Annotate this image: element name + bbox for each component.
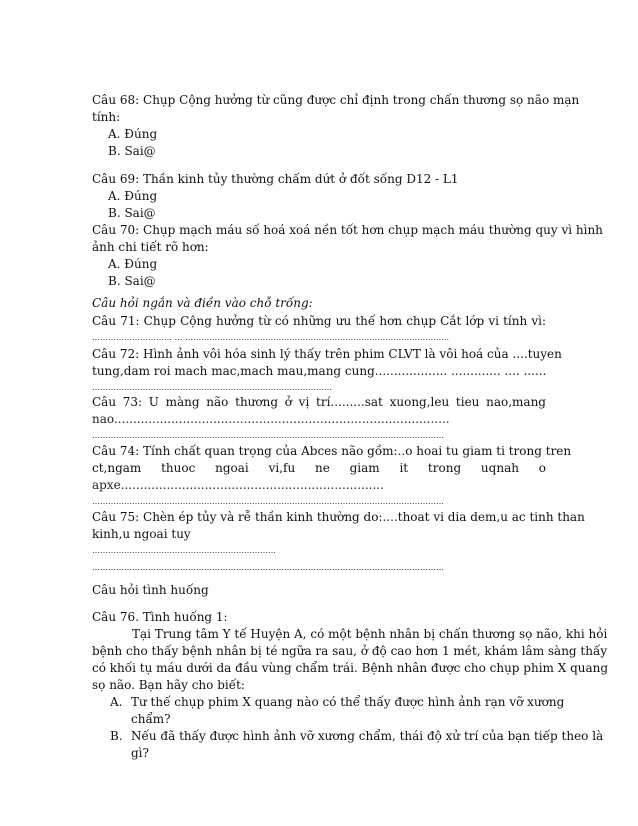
q76-item-a-label: A. — [110, 695, 123, 709]
q69-text-line1: Câu 69: Thần kinh tủy thường chấm dứt ở đốt sống D12 - L1 — [92, 172, 459, 186]
section-heading-short-answer: Câu hỏi ngắn và điền vào chỗ trống: — [92, 296, 313, 310]
q74-text-line3: apxe..................................................................... — [92, 478, 384, 492]
q74-text-line1: Câu 74: Tính chất quan trọng của Abces não gồm:..o hoai tu giam ti trong tren — [92, 444, 572, 458]
q68-text-line2: tính: — [92, 110, 121, 124]
q76-item-b-label: B. — [110, 729, 123, 743]
q71-text-line1: Câu 71: Chụp Cộng hưởng từ có những ưu thế hơn chụp Cắt lớp vi tính vì: — [92, 314, 546, 328]
q72-text-line2: tung,dam roi mach mac,mach mau,mang cung................... ............. .... ...... — [92, 364, 547, 378]
q73-blank-line: …………………………………………………………………………………………………………………… — [92, 431, 444, 440]
q76-item-a-line1: Tư thế chụp phim X quang nào có thể thấy được hình ảnh rạn vỡ xương — [131, 695, 565, 709]
q70-text-line1: Câu 70: Chụp mạch máu số hoá xoá nền tốt hơn chụp mạch máu thường quy vì hình — [92, 223, 603, 237]
q70-option-a: A. Đúng — [108, 257, 158, 271]
q70-text-line2: ảnh chi tiết rõ hơn: — [92, 240, 209, 254]
q71-blank-line: ………………………… … ……………………………………………………………………………………… — [92, 333, 450, 342]
q75-blank-line2: …………………………………………………………………………………………………………………… — [92, 563, 444, 572]
q75-blank-line1: …………………………………………………………… — [92, 546, 276, 555]
q75-text-line1: Câu 75: Chèn ép tủy và rễ thần kinh thường do:....thoat vi dia dem,u ac tinh than — [92, 510, 585, 524]
q73-text-line2: nao........................................................................................ — [92, 412, 450, 426]
q76-item-b-line2: gì? — [131, 746, 149, 760]
q76-paragraph-line1: Tại Trung tâm Y tế Huyện A, có một bệnh nhân bị chấn thương sọ não, khi hỏi — [132, 627, 608, 641]
q69-option-a: A. Đúng — [108, 189, 158, 203]
q68-text-line1: Câu 68: Chụp Cộng hưởng từ cũng được chỉ định trong chấn thương sọ não mạn — [92, 93, 580, 107]
q70-option-b: B. Sai@ — [108, 274, 156, 288]
q68-option-b: B. Sai@ — [108, 144, 156, 158]
q76-item-b-line1: Nếu đã thấy được hình ảnh vỡ xương chẩm, thái độ xử trí của bạn tiếp theo là — [131, 729, 604, 743]
q74-blank-line: …………………………………………………………………………………………………………………… — [92, 497, 444, 506]
q72-blank-line: ……………………………………………………………………………… — [92, 383, 332, 392]
q76-paragraph-line4: sọ não. Bạn hãy cho biết: — [92, 678, 245, 692]
q74-text-line2: ct,ngam thuoc ngoai vi,fu ne giam it trong uqnah o — [92, 461, 546, 475]
q73-text-line1: Câu 73: U màng não thương ở vị trí.........sat xuong,leu tieu nao,mang — [92, 395, 546, 409]
q76-title: Câu 76. Tình huống 1: — [92, 610, 228, 624]
q68-option-a: A. Đúng — [108, 127, 158, 141]
q69-option-b: B. Sai@ — [108, 206, 156, 220]
section-heading-case: Câu hỏi tình huống — [92, 583, 209, 597]
q76-paragraph-line3: có khối tụ máu dưới da đầu vùng chẩm trái. Bệnh nhân được cho chụp phim X quang — [92, 661, 609, 675]
q76-item-a-line2: chẩm? — [131, 712, 171, 726]
q72-text-line1: Câu 72: Hình ảnh vôi hóa sinh lý thấy trên phim CLVT là vôi hoá của ....tuyen — [92, 347, 562, 361]
q76-paragraph-line2: bệnh cho thấy bệnh nhân bị té ngữa ra sau, ở độ cao hơn 1 mét, khám lâm sàng thấy — [92, 644, 608, 658]
q75-text-line2: kinh,u ngoai tuy — [92, 527, 191, 541]
